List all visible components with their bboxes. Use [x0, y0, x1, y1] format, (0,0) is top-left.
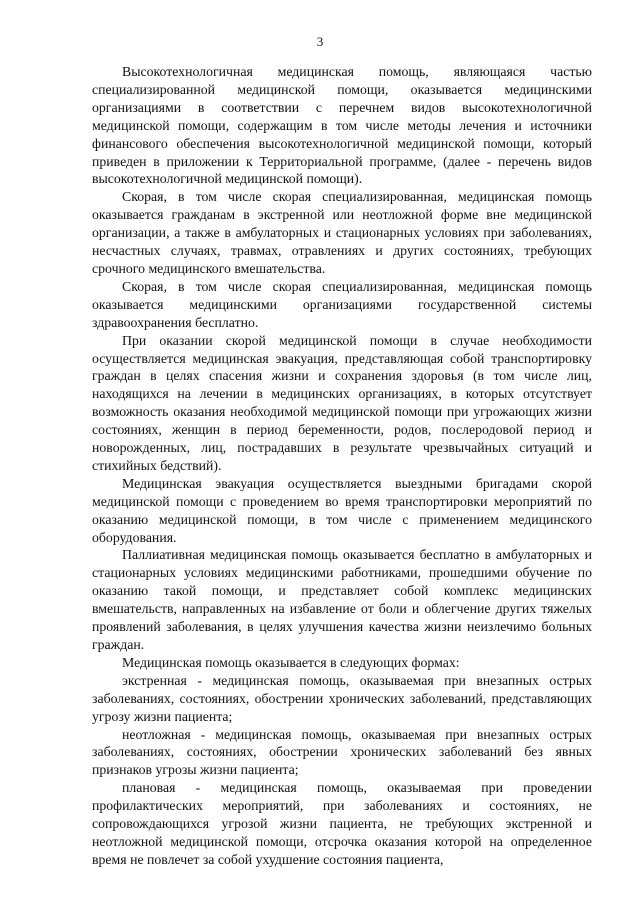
paragraph-emergency-care-free: Скорая, в том числе скорая специализированная, медицинская помощь оказывается медицинскими организациями государственной системы здравоохранения бесплатно.: [92, 278, 592, 330]
paragraph-care-forms-intro: Медицинская помощь оказывается в следующих формах:: [122, 654, 460, 670]
document-body: [92, 63, 592, 869]
paragraph-medical-evacuation: При оказании скорой медицинской помощи в случае необходимости осуществляется медицинская эвакуация, представляющая собой транспортировку граждан в целях спасения жизни и сохранения здоровья (в том числе лиц, находящихся на лечении в медицинских организациях, в которых отсутствует возможность оказания необходимой медицинской помощи при угрожающих жизни состояниях, женщин в период беременности, родов, послеродовой период и новорожденных, лиц, пострадавших в результате чрезвычайных ситуаций и стихийных бедствий).: [92, 332, 592, 473]
paragraph-evacuation-teams: Медицинская эвакуация осуществляется выездными бригадами скорой медицинской помощи с проведением во время транспортировки мероприятий по оказанию медицинской помощи, в том числе с применением медицинского оборудования.: [92, 475, 592, 545]
paragraph-form-emergency: экстренная - медицинская помощь, оказываемая при внезапных острых заболеваниях, состояниях, обострении хронических заболеваний, представляющих угрозу жизни пациента;: [92, 672, 592, 724]
paragraph-emergency-care-provision: Скорая, в том числе скорая специализированная, медицинская помощь оказывается гражданам в экстренной или неотложной форме вне медицинской организации, а также в амбулаторных и стационарных условиях при заболеваниях, несчастных случаях, травмах, отравлениях и других состояниях, требующих срочного медицинского вмешательства.: [92, 189, 592, 276]
paragraph-form-planned: плановая - медицинская помощь, оказываемая при проведении профилактических мероприятий, при заболеваниях и состояниях, не сопровождающихся угрозой жизни пациента, не требующих экстренной и неотложной медицинской помощи, отсрочка оказания которой на определенное время не повлечет за собой ухудшение состояния пациента,: [92, 780, 592, 867]
paragraph-form-urgent: неотложная - медицинская помощь, оказываемая при внезапных острых заболеваниях, состояниях, обострении хронических заболеваний без явных признаков угрозы жизни пациента;: [92, 726, 592, 778]
page-number: 3: [316, 34, 324, 49]
paragraph-palliative-care: Паллиативная медицинская помощь оказывается бесплатно в амбулаторных и стационарных условиях медицинскими работниками, прошедшими обучение по оказанию такой помощи, и представляет собой комплекс медицинских вмешательств, направленных на избавление от боли и облегчение других тяжелых проявлений заболевания, в целях улучшения качества жизни неизлечимо больных граждан.: [92, 547, 592, 652]
paragraph-high-tech-care: Высокотехнологичная медицинская помощь, являющаяся частью специализированной медицинской помощи, оказывается медицинскими организациями в соответствии с перечнем видов высокотехнологичной медицинской помощи, содержащим в том числе методы лечения и источники финансового обеспечения высокотехнологичной медицинской помощи, который приведен в приложении к Территориальной программе, (далее - перечень видов высокотехнологичной медицинской помощи).: [92, 64, 592, 187]
